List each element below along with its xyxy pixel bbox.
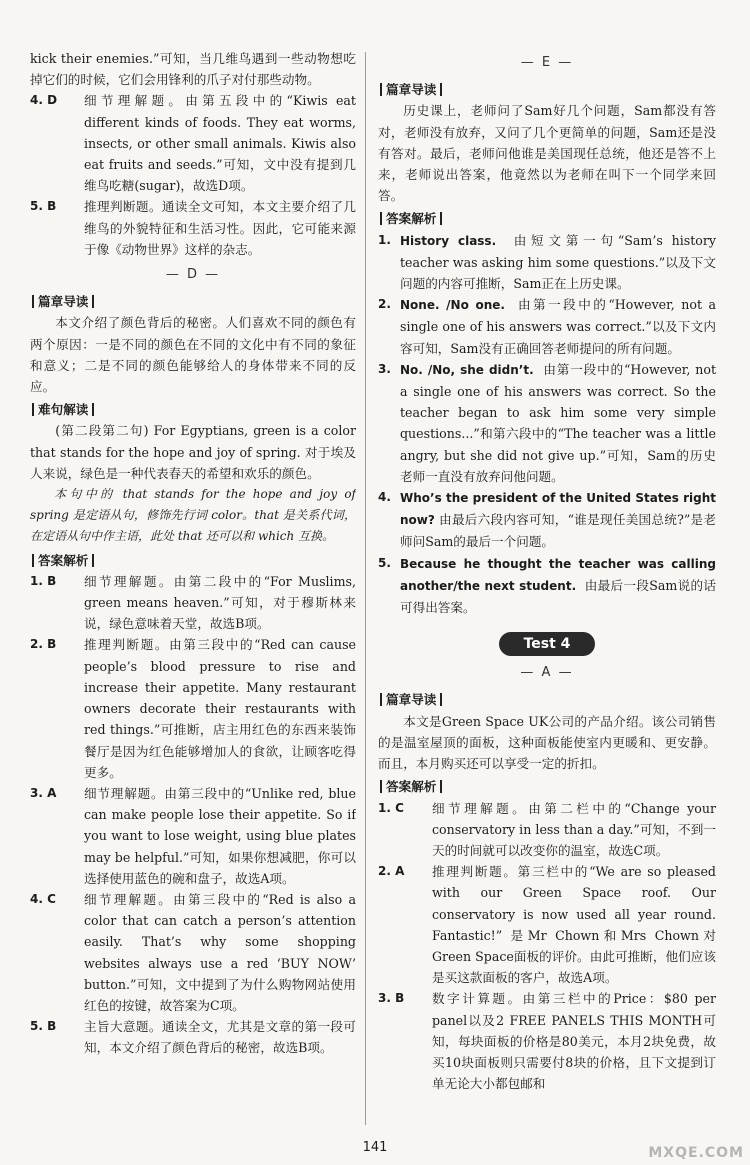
- answer-item: [30, 571, 356, 635]
- answer-item: [378, 861, 716, 988]
- label-hard-sentence: 难句解读: [30, 399, 356, 420]
- item-number: 5. B: [30, 199, 57, 214]
- column-divider: [365, 52, 366, 1125]
- hard-sentence: (第二段第二句) For Egyptians, green is a color that stands for the hope and joy of spring. 对于埃及人来说，绿色是一种代表春天的希望和欢乐的颜色。: [30, 423, 356, 481]
- item-text: No. /No, she didn’t. 由第一段中的“However, not a single one of his answers was correct. So the teacher began to ask him some very simple questions...”和第六段中的“The teacher was a little angry, but she did not give up.”可知，Sam的历史老师一直没有放弃问他问题。: [400, 361, 716, 484]
- item-answer: None. /No one.: [400, 298, 505, 313]
- item-text: 推理判断题。通读全文可知，本文主要介绍了几维鸟的外貌特征和生活习性。因此，它可能来源于像《动物世界》这样的杂志。: [84, 199, 356, 257]
- item-number: 5. B: [30, 1019, 57, 1034]
- page-number: 141: [362, 1140, 388, 1155]
- hard-sentence-note: 本句中的 that stands for the hope and joy of spring 是定语从句，修饰先行词 color。that 是关系代词，在定语从句中作主语，此处 that 还可以和 which 互换。: [30, 487, 356, 544]
- section-heading-e: — E —: [520, 55, 574, 70]
- test-4-badge: Test 4: [499, 632, 595, 656]
- item-answer: Because he thought the teacher was calling another/the next student.: [400, 556, 716, 593]
- section-heading-a: — A —: [520, 665, 574, 681]
- item-text: 细节理解题。由第三段中的“Red is also a color that can catch a person’s attention easily. That’s why some shopping websites always use a red ‘BUY NOW’ button.”可知，文中提到了为什么购物网站使用红色的按键，故答案为C项。: [84, 891, 356, 1013]
- item-number: 5.: [378, 555, 391, 570]
- item-answer: Who’s the president of the United States right now?: [400, 491, 716, 528]
- site-watermark: MXQE.COM: [648, 1145, 744, 1161]
- item-text: 细节理解题。由第二段中的“For Muslims, green means heaven.”可知，对于穆斯林来说，绿色意味着天堂，故选B项。: [84, 573, 356, 632]
- item-number: 1. B: [30, 573, 57, 588]
- item-number: 4. D: [30, 93, 58, 108]
- label-intro: 篇章导读: [30, 291, 356, 312]
- answer-item: [378, 294, 716, 359]
- item-number: 2.: [378, 297, 391, 312]
- label-intro: 篇章导读: [378, 689, 716, 710]
- item-number: 3. A: [30, 785, 57, 800]
- continued-text: kick their enemies.”可知，当几维鸟遇到一些动物想吃掉它们的时候，它们会用锋利的爪子对付那些动物。: [30, 51, 356, 88]
- label-intro: 篇章导读: [378, 79, 716, 100]
- intro-paragraph: 本文是Green Space UK公司的产品介绍。该公司销售的是温室屋顶的面板，这种面板能使室内更暖和、更安静。而且，本月购买还可以享受一定的折扣。: [378, 713, 716, 772]
- label-answers: 答案解析: [378, 776, 716, 797]
- answer-item: [30, 90, 356, 196]
- item-text: Who’s the president of the United States right now? 由最后六段内容可知，“谁是现任美国总统?”是老师问Sam的最后一个问题。: [400, 491, 716, 550]
- answer-item: [30, 634, 356, 782]
- item-text: 主旨大意题。通读全文，尤其是文章的第一段可知，本文介绍了颜色背后的秘密，故选B项。: [84, 1019, 356, 1056]
- item-text: History class. 由短文第一句“Sam’s history teacher was asking him some questions.”以及下文问题的内容可推断，Sam正在上历史课。: [400, 232, 716, 292]
- answer-item: [30, 889, 356, 1016]
- label-answers: 答案解析: [30, 550, 356, 571]
- answer-item: [378, 487, 716, 553]
- left-column: [30, 48, 356, 1125]
- item-number: 4.: [378, 490, 391, 505]
- item-number: 1.: [378, 232, 391, 247]
- answer-item: [30, 196, 356, 260]
- section-heading-d: — D —: [165, 267, 221, 283]
- intro-paragraph: 历史课上，老师问了Sam好几个问题，Sam都没有答对，老师没有放弃，又问了几个更简单的问题，Sam还是没有答对。最后，老师问他谁是美国现任总统，他还是答不上来，老师说出答案，他竟然以为老师在叫下一个同学来回答。: [378, 103, 716, 204]
- item-text: 推理判断题。由第三段中的“Red can cause people’s blood pressure to rise and increase their appetite. Many restaurant owners decorate their restaurants with red things.”可推断，店主用红色的东西来装饰餐厅是因为红色能够增加人的食欲，让顾客吃得更多。: [84, 637, 356, 780]
- answer-item: [378, 553, 716, 619]
- item-text: 细节理解题。由第三段中的“Unlike red, blue can make people lose their appetite. So if you want to lose weight, using blue plates may be helpful.”可知，如果你想减肥，你可以选择使用蓝色的碗和盘子，故选A项。: [84, 785, 356, 886]
- item-text: 细节理解题。由第二栏中的“Change your conservatory in less than a day.”可知，不到一天的时间就可以改变你的温室，故选C项。: [432, 800, 716, 858]
- label-answers: 答案解析: [378, 208, 716, 229]
- answer-item: [378, 988, 716, 1094]
- item-number: 3. B: [378, 991, 405, 1006]
- item-text: 推理判断题。第三栏中的“We are so pleased with our Green Space roof. Our conservatory is now used all year round. Fantastic!” 是Mr Chown和Mrs Chown对Green Space面板的评价。由此可推断，他们应该是买这款面板的客户，故选A项。: [432, 864, 716, 986]
- item-answer: No. /No, she didn’t.: [400, 362, 534, 377]
- item-text: Because he thought the teacher was calling another/the next student. 由最后一段Sam说的话可得出答案。: [400, 556, 716, 616]
- item-number: 1. C: [378, 800, 404, 815]
- answer-item: [378, 359, 716, 487]
- answer-item: [378, 798, 716, 862]
- item-text: 数字计算题。由第三栏中的Price：$80 per panel以及2 FREE PANELS THIS MONTH可知，每块面板的价格是80美元，本月2块免费，故买10块面板则只需要付8块的价格，且下文提到订单无论大小都包邮和: [432, 991, 716, 1092]
- answer-item: [30, 1016, 356, 1058]
- item-text: None. /No one. 由第一段中的“However, not a single one of his answers was correct.”以及下文内容可知，Sam没有正确回答老师提问的所有问题。: [400, 297, 716, 356]
- item-text: 细节理解题。由第五段中的“Kiwis eat different kinds of foods. They eat worms, insects, or other small animals. Kiwis also eat fruits and seeds.”可知，文中没有提到几维鸟吃糖(sugar)，故选D项。: [84, 93, 356, 194]
- right-column: [378, 48, 716, 1125]
- item-number: 2. B: [30, 637, 57, 652]
- intro-paragraph: 本文介绍了颜色背后的秘密。人们喜欢不同的颜色有两个原因：一是不同的颜色在不同的文化中有不同的象征和意义；二是不同的颜色能够给人的身体带来不同的反应。: [30, 315, 356, 395]
- item-number: 4. C: [30, 891, 56, 906]
- item-number: 2. A: [378, 864, 405, 879]
- answer-item: [30, 783, 356, 889]
- answer-item: [378, 230, 716, 295]
- item-number: 3.: [378, 361, 391, 376]
- item-answer: History class.: [400, 233, 497, 248]
